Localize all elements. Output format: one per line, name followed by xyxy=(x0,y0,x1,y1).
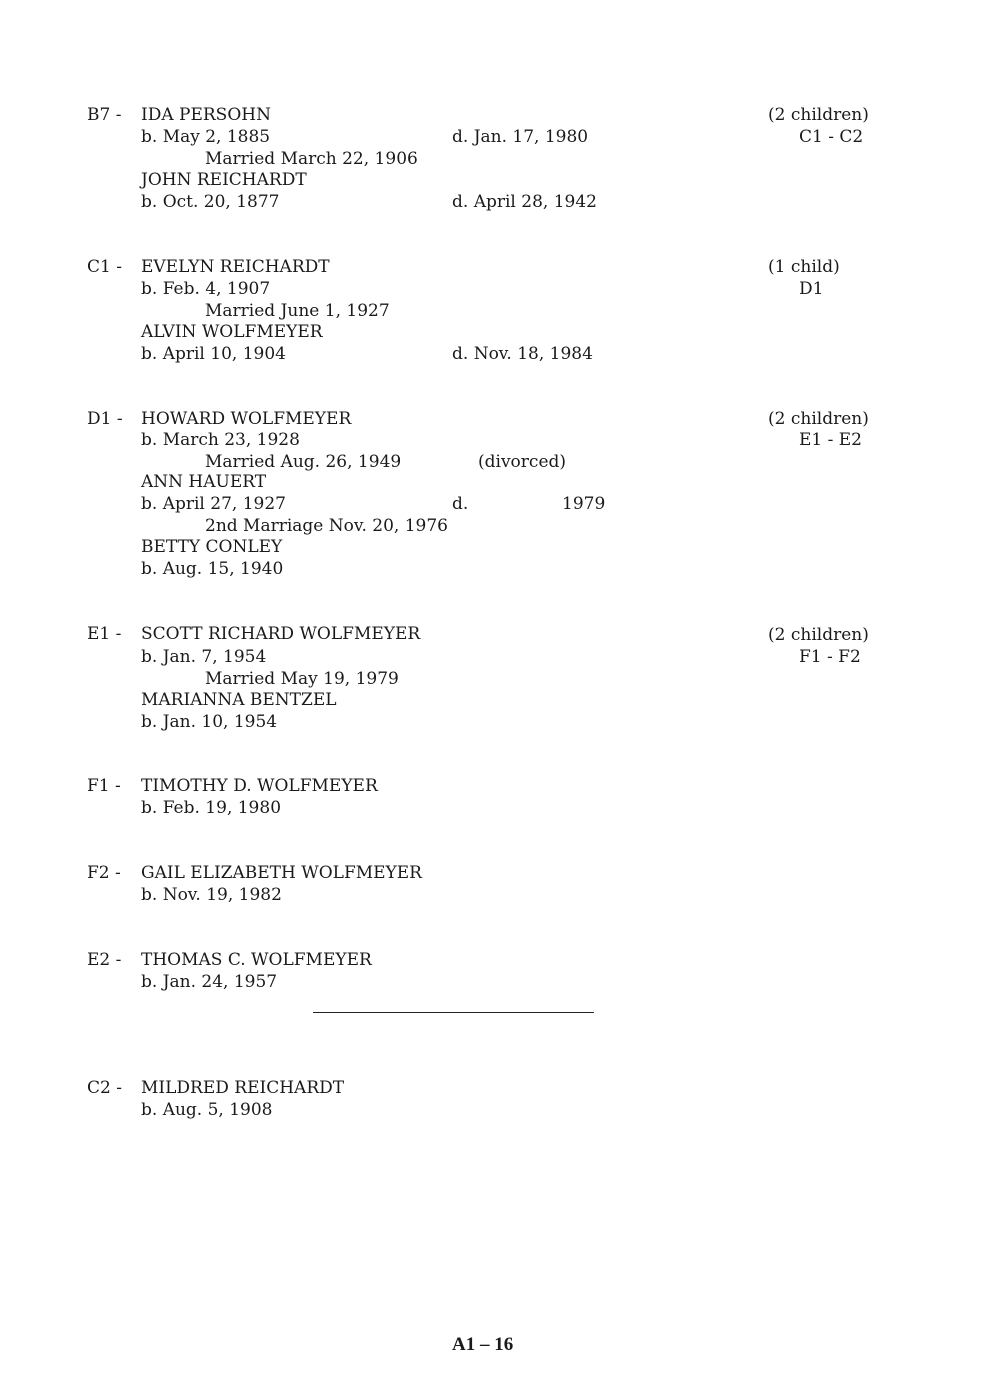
person-name: SCOTT RICHARD WOLFMEYER xyxy=(141,624,421,644)
children-count: (2 children) xyxy=(768,409,869,429)
person-name: THOMAS C. WOLFMEYER xyxy=(141,950,372,970)
entry-code: D1 - xyxy=(87,409,123,429)
birth-date: b. May 2, 1885 xyxy=(141,127,271,147)
birth-date: b. Feb. 19, 1980 xyxy=(141,798,282,818)
spouse-name: JOHN REICHARDT xyxy=(141,170,307,190)
entry-code: E2 - xyxy=(87,950,122,970)
spouse-name: MARIANNA BENTZEL xyxy=(141,690,337,710)
person-name: TIMOTHY D. WOLFMEYER xyxy=(141,776,378,796)
birth-date: b. Jan. 24, 1957 xyxy=(141,972,278,992)
children-codes: C1 - C2 xyxy=(799,127,864,147)
entry-code: C1 - xyxy=(87,257,122,277)
spouse-birth-date: b. April 10, 1904 xyxy=(141,344,286,364)
children-count: (1 child) xyxy=(768,257,840,277)
spouse-birth-date: b. Oct. 20, 1877 xyxy=(141,192,280,212)
birth-date: b. Nov. 19, 1982 xyxy=(141,885,282,905)
spouse-birth-date: b. April 27, 1927 xyxy=(141,494,286,514)
spouse-death-date: d. Nov. 18, 1984 xyxy=(452,344,593,364)
person-name: IDA PERSOHN xyxy=(141,105,271,125)
person-name: EVELYN REICHARDT xyxy=(141,257,330,277)
marriage-note: (divorced) xyxy=(478,452,567,472)
entry-code: E1 - xyxy=(87,624,122,644)
spouse-death-year: 1979 xyxy=(562,494,606,514)
spouse-death-date: d. April 28, 1942 xyxy=(452,192,597,212)
person-name: HOWARD WOLFMEYER xyxy=(141,409,352,429)
entry-code: B7 - xyxy=(87,105,122,125)
marriage-date: Married June 1, 1927 xyxy=(205,301,390,321)
birth-date: b. Feb. 4, 1907 xyxy=(141,279,271,299)
children-count: (2 children) xyxy=(768,105,869,125)
spouse-birth-date: b. Jan. 10, 1954 xyxy=(141,712,278,732)
children-count: (2 children) xyxy=(768,625,869,645)
spouse-death-label: d. xyxy=(452,494,469,514)
spouse-name: ANN HAUERT xyxy=(141,472,267,492)
section-divider xyxy=(313,1012,594,1013)
second-spouse-name: BETTY CONLEY xyxy=(141,537,283,557)
second-marriage-date: 2nd Marriage Nov. 20, 1976 xyxy=(205,516,448,536)
marriage-date: Married May 19, 1979 xyxy=(205,669,399,689)
person-name: MILDRED REICHARDT xyxy=(141,1078,345,1098)
children-codes: E1 - E2 xyxy=(799,430,863,450)
marriage-date: Married March 22, 1906 xyxy=(205,149,418,169)
marriage-date: Married Aug. 26, 1949 xyxy=(205,452,402,472)
entry-code: F1 - xyxy=(87,776,121,796)
birth-date: b. March 23, 1928 xyxy=(141,430,300,450)
children-codes: F1 - F2 xyxy=(799,647,861,667)
page-number: A1 – 16 xyxy=(452,1334,514,1355)
children-codes: D1 xyxy=(799,279,824,299)
death-date: d. Jan. 17, 1980 xyxy=(452,127,589,147)
second-spouse-birth-date: b. Aug. 15, 1940 xyxy=(141,559,284,579)
person-name: GAIL ELIZABETH WOLFMEYER xyxy=(141,863,422,883)
entry-code: C2 - xyxy=(87,1078,122,1098)
spouse-name: ALVIN WOLFMEYER xyxy=(141,322,323,342)
birth-date: b. Jan. 7, 1954 xyxy=(141,647,267,667)
entry-code: F2 - xyxy=(87,863,121,883)
birth-date: b. Aug. 5, 1908 xyxy=(141,1100,273,1120)
